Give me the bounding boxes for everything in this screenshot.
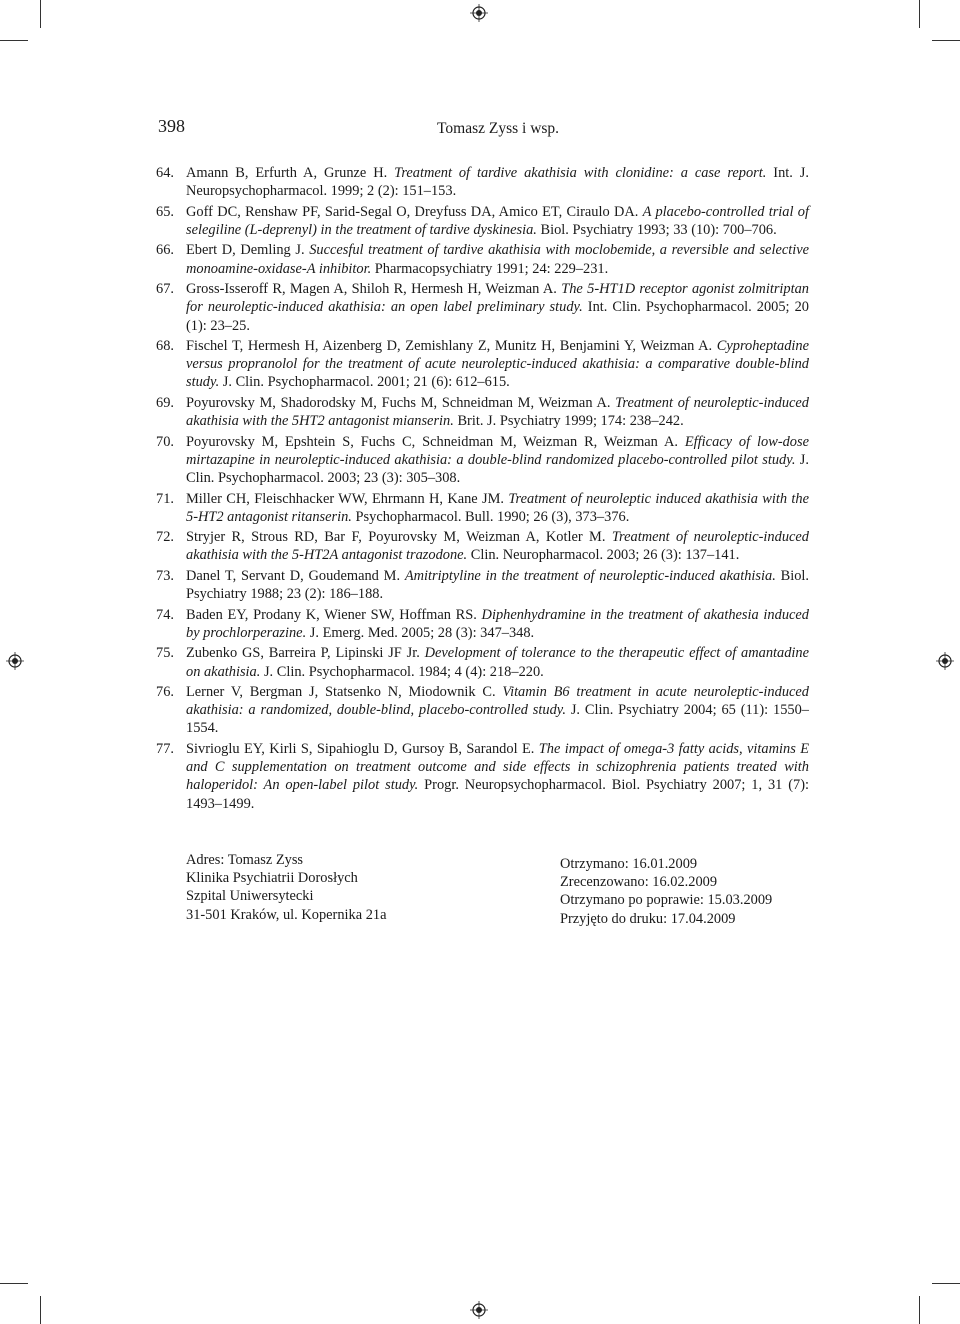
crop-mark-bottom-right-vertical — [919, 1296, 920, 1324]
reference-authors: Ebert D, Demling J. — [186, 242, 310, 259]
reference-source: Clin. Neuropharmacol. 2003; 26 (3): 137–141. — [467, 547, 740, 564]
reference-authors: Baden EY, Prodany K, Wiener SW, Hoffman RS. — [186, 606, 482, 623]
reference-item — [156, 490, 809, 526]
reference-source: Brit. J. Psychiatry 1999; 174: 238–242. — [453, 413, 684, 430]
reference-number: 74. — [156, 606, 174, 623]
reference-source: J. Clin. Psychiatry 2004; 65 (11): 1550–1554. — [186, 702, 809, 737]
reference-title: Succesful treatment of tardive akathisia with moclobemide, a reversible and selective monoamine-oxidase-A inhibitor. — [186, 242, 809, 277]
reference-source: Biol. Psychiatry 1988; 23 (2): 186–188. — [186, 567, 809, 603]
crop-mark-top-right-horizontal — [932, 40, 960, 41]
reference-item — [156, 606, 809, 642]
crop-mark-bottom-left-horizontal — [0, 1283, 28, 1284]
reference-authors: Poyurovsky M, Shadorodsky M, Fuchs M, Schneidman M, Weizman A. — [186, 394, 616, 411]
crop-mark-top-left-horizontal — [0, 40, 28, 41]
date-reviewed: Zrecenzowano: 16.02.2009 — [560, 874, 718, 891]
reference-authors: Amann B, Erfurth A, Grunze H. — [186, 165, 395, 181]
reference-number: 71. — [156, 490, 174, 507]
reference-authors: Gross-Isseroff R, Magen A, Shiloh R, Hermesh H, Weizman A. — [186, 281, 562, 298]
crop-mark-bottom-left-vertical — [40, 1296, 41, 1324]
reference-number: 77. — [156, 740, 174, 757]
editorial-dates — [560, 855, 772, 928]
reference-title: Diphenhydramine in the treatment of akathesia induced by prochlorperazine. — [186, 606, 809, 641]
reference-source: J. Clin. Psychopharmacol. 2001; 21 (6): 612–615. — [219, 374, 510, 391]
reference-authors: Lerner V, Bergman J, Statsenko N, Miodownik C. — [186, 684, 503, 701]
registration-mark-bottom-icon — [470, 1301, 488, 1319]
reference-item — [156, 683, 809, 738]
reference-title: Amitriptyline in the treatment of neuroleptic-induced akathisia. — [404, 567, 776, 584]
reference-item — [156, 164, 809, 200]
reference-title: Treatment of neuroleptic-induced akathisia with the 5HT2 antagonist mianserin. — [186, 394, 809, 430]
reference-authors: Fischel T, Hermesh H, Aizenberg D, Zemishlany Z, Munitz H, Benjamini Y, Weizman A. — [186, 338, 717, 355]
reference-authors: Zubenko GS, Barreira P, Lipinski JF Jr. — [186, 645, 425, 662]
reference-number: 76. — [156, 684, 174, 701]
reference-item — [156, 528, 809, 564]
reference-title: Efficacy of low-dose mirtazapine in neuroleptic-induced akathisia: a double-blind randomized placebo-controlled pilot study. — [186, 433, 809, 468]
reference-title: A placebo-controlled trial of selegiline (L-deprenyl) in the treatment of tardive dyskinesia. — [186, 203, 809, 238]
reference-title: Cyproheptadine versus propranolol for the treatment of acute neuroleptic-induced akathisia: a comparative double-blind study. — [186, 338, 809, 391]
reference-item — [156, 567, 809, 603]
reference-source: J. Clin. Psychopharmacol. 2003; 23 (3): 305–308. — [186, 451, 810, 487]
reference-source: J. Clin. Psychopharmacol. 1984; 4 (4): 218–220. — [260, 663, 544, 680]
reference-title: Treatment of neuroleptic-induced akathisia with the 5-HT2A antagonist trazodone. — [186, 529, 809, 564]
reference-item — [156, 394, 809, 430]
reference-list — [0, 164, 960, 815]
reference-source: Int. Clin. Psychopharmacol. 2005; 20 (1): 23–25. — [186, 299, 809, 334]
reference-authors: Danel T, Servant D, Goudemand M. — [186, 567, 405, 584]
reference-source: Psychopharmacol. Bull. 1990; 26 (3), 373–376. — [351, 508, 630, 525]
reference-authors: Poyurovsky M, Epshtein S, Fuchs C, Schneidman M, Weizman R, Weizman A. — [186, 433, 685, 450]
reference-item — [156, 740, 809, 813]
reference-number: 73. — [156, 567, 174, 584]
reference-item — [156, 280, 809, 335]
reference-item — [156, 203, 809, 239]
reference-title: The 5-HT1D receptor agonist zolmitriptan for neuroleptic-induced akathisia: an open label preliminary study. — [186, 281, 809, 316]
reference-source: Int. J. Neuropsychopharmacol. 1999; 2 (2): 151–153. — [186, 165, 809, 200]
reference-title: Treatment of neuroleptic induced akathisia with the 5-HT2 antagonist ritanserin. — [186, 490, 809, 525]
address-line: Adres: Tomasz Zyss — [186, 852, 304, 868]
reference-number: 67. — [156, 281, 174, 298]
reference-title: Treatment of tardive akathisia with clonidine: a case report. — [394, 165, 767, 181]
reference-number: 69. — [156, 394, 174, 411]
reference-authors: Goff DC, Renshaw PF, Sarid-Segal O, Dreyfuss DA, Amico ET, Ciraulo DA. — [186, 203, 643, 220]
reference-source: Biol. Psychiatry 1993; 33 (10): 700–706. — [536, 221, 777, 238]
reference-number: 64. — [156, 165, 174, 181]
reference-source: Progr. Neuropsychopharmacol. Biol. Psychiatry 2007; 1, 31 (7): 1493–1499. — [186, 777, 809, 812]
date-accepted: Przyjęto do druku: 17.04.2009 — [560, 910, 736, 927]
reference-number: 70. — [156, 433, 174, 450]
reference-item — [156, 433, 810, 488]
date-revised: Otrzymano po poprawie: 15.03.2009 — [560, 892, 773, 909]
running-head: Tomasz Zyss i wsp. — [437, 120, 560, 137]
address-line: Szpital Uniwersytecki — [186, 888, 314, 905]
crop-mark-top-right-vertical — [919, 0, 920, 28]
address-line: Klinika Psychiatrii Dorosłych — [186, 870, 358, 887]
reference-authors: Stryjer R, Strous RD, Bar F, Poyurovsky M, Weizman A, Kotler M. — [186, 529, 612, 546]
reference-authors: Sivrioglu EY, Kirli S, Sipahioglu D, Gursoy B, Sarandol E. — [186, 740, 539, 757]
reference-item — [156, 644, 809, 680]
reference-number: 66. — [156, 242, 174, 259]
crop-mark-top-left-vertical — [40, 0, 41, 28]
reference-title: Vitamin B6 treatment in acute neuroleptic-induced akathisia: a randomized, double-blind, placebo-controlled study. — [186, 684, 809, 719]
reference-number: 72. — [156, 529, 174, 546]
reference-item — [156, 337, 809, 392]
reference-source: Pharmacopsychiatry 1991; 24: 229–231. — [371, 260, 609, 277]
reference-item — [156, 241, 809, 277]
reference-title: Development of tolerance to the therapeutic effect of amantadine on akathisia. — [186, 645, 809, 680]
registration-mark-top-icon — [470, 4, 488, 22]
crop-mark-bottom-right-horizontal — [932, 1283, 960, 1284]
reference-authors: Miller CH, Fleischhacker WW, Ehrmann H, Kane JM. — [186, 490, 509, 507]
page-number: 398 — [158, 116, 185, 136]
reference-number: 65. — [156, 203, 174, 220]
correspondence-address — [186, 851, 387, 924]
reference-title: The impact of omega-3 fatty acids, vitamins E and C supplementation on treatment outcome and side effects in schizophrenia patients treated with haloperidol: An open-label pilot study. — [186, 740, 809, 794]
reference-number: 68. — [156, 338, 174, 355]
reference-source: J. Emerg. Med. 2005; 28 (3): 347–348. — [306, 624, 535, 641]
date-received: Otrzymano: 16.01.2009 — [560, 856, 698, 872]
reference-number: 75. — [156, 645, 174, 662]
address-line: 31-501 Kraków, ul. Kopernika 21a — [186, 906, 387, 923]
